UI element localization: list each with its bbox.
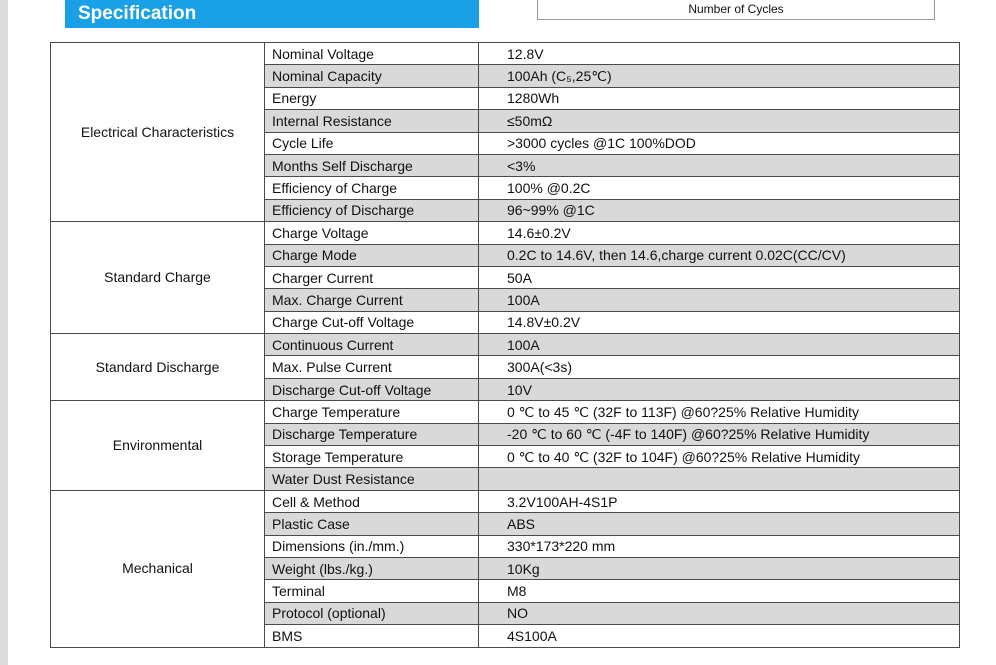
page-edge-strip [0,0,8,665]
param-value: 100A [479,334,960,356]
param-value: <3% [479,154,960,176]
param-label: Discharge Cut-off Voltage [265,378,479,400]
param-label: Plastic Case [265,513,479,535]
param-label: Nominal Capacity [265,65,479,87]
param-value: -20 ℃ to 60 ℃ (-4F to 140F) @60?25% Relative Humidity [479,423,960,445]
param-label: Weight (lbs./kg.) [265,557,479,579]
group-mechanical: Mechanical [51,490,265,647]
param-label: Charger Current [265,266,479,288]
table-row [51,490,960,512]
param-label: Months Self Discharge [265,154,479,176]
param-label: Charge Mode [265,244,479,266]
param-label: Max. Pulse Current [265,356,479,378]
param-value: 14.6±0.2V [479,222,960,244]
param-label: Protocol (optional) [265,602,479,624]
param-value: 12.8V [479,43,960,65]
specification-table [50,42,960,648]
param-label: Nominal Voltage [265,43,479,65]
param-value: 0 ℃ to 45 ℃ (32F to 113F) @60?25% Relative Humidity [479,401,960,423]
param-value: 0.2C to 14.6V, then 14.6,charge current 0.02C(CC/CV) [479,244,960,266]
group-standard-discharge: Standard Discharge [51,334,265,401]
param-value: ABS [479,513,960,535]
param-value [479,468,960,490]
param-value: 1280Wh [479,87,960,109]
param-label: Cycle Life [265,132,479,154]
group-electrical: Electrical Characteristics [51,43,265,222]
param-label: Energy [265,87,479,109]
param-label: Continuous Current [265,334,479,356]
param-label: Cell & Method [265,490,479,512]
param-value: 14.8V±0.2V [479,311,960,333]
param-label: Terminal [265,580,479,602]
param-value: 100% @0.2C [479,177,960,199]
table-row [51,401,960,423]
param-value: 4S100A [479,625,960,647]
section-title: Specification [78,3,197,24]
param-value: 50A [479,266,960,288]
param-label: Discharge Temperature [265,423,479,445]
param-label: Dimensions (in./mm.) [265,535,479,557]
param-value: 3.2V100AH-4S1P [479,490,960,512]
param-label: Storage Temperature [265,446,479,468]
param-value: 100A [479,289,960,311]
param-label: Charge Temperature [265,401,479,423]
param-value: 96~99% @1C [479,199,960,221]
param-value: ≤50mΩ [479,110,960,132]
param-label: Charge Cut-off Voltage [265,311,479,333]
param-value: 330*173*220 mm [479,535,960,557]
table-row [51,222,960,244]
param-label: BMS [265,625,479,647]
param-label: Max. Charge Current [265,289,479,311]
param-value: 100Ah (C₅,25℃) [479,65,960,87]
param-value: >3000 cycles @1C 100%DOD [479,132,960,154]
param-value: 0 ℃ to 40 ℃ (32F to 104F) @60?25% Relative Humidity [479,446,960,468]
cycles-caption: Number of Cycles [537,0,935,20]
table-row [51,334,960,356]
group-environmental: Environmental [51,401,265,491]
param-value: 10V [479,378,960,400]
param-label: Efficiency of Charge [265,177,479,199]
param-value: 300A(<3s) [479,356,960,378]
param-value: M8 [479,580,960,602]
table-row [51,43,960,65]
param-value: NO [479,602,960,624]
param-value: 10Kg [479,557,960,579]
param-label: Internal Resistance [265,110,479,132]
param-label: Efficiency of Discharge [265,199,479,221]
param-label: Water Dust Resistance [265,468,479,490]
group-standard-charge: Standard Charge [51,222,265,334]
param-label: Charge Voltage [265,222,479,244]
